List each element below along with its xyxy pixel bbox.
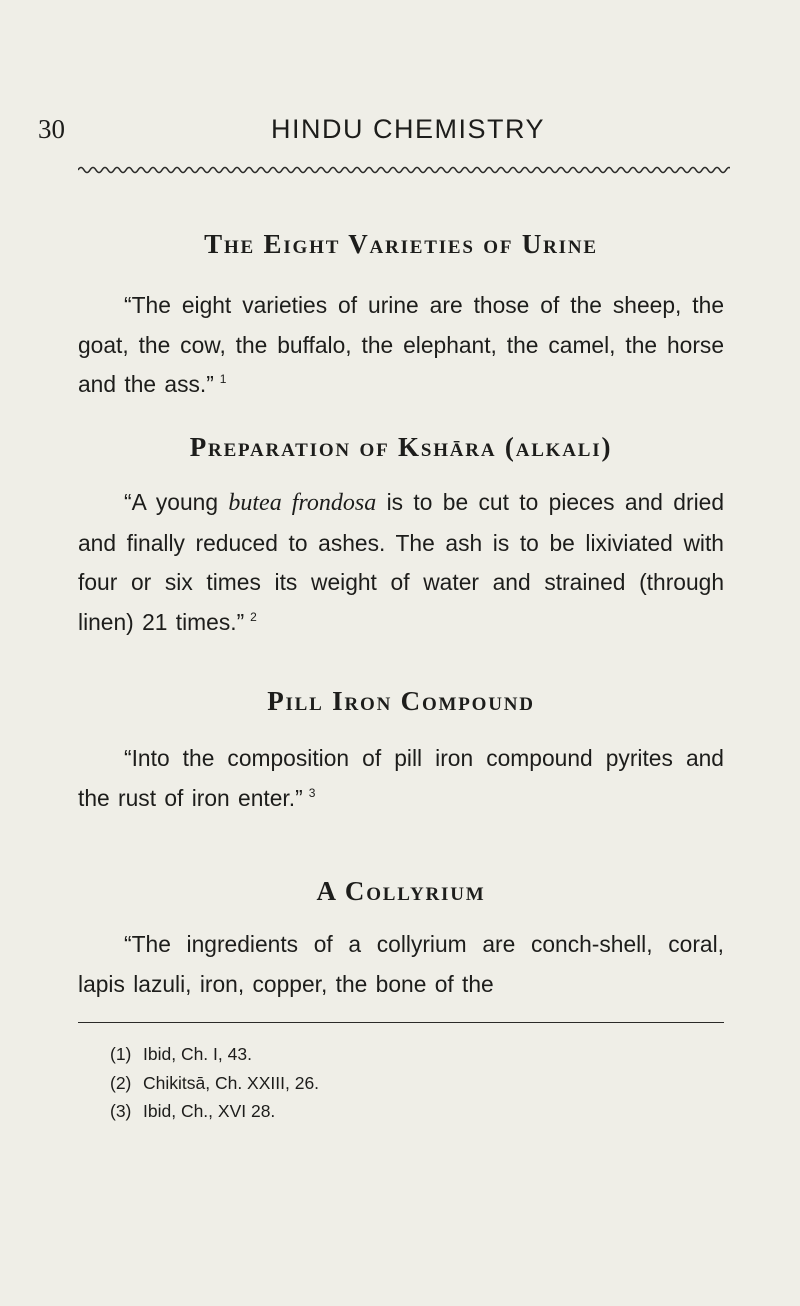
paragraph-text: “The eight varieties of urine are those of the sheep, the goat, the cow, the buffalo, the elephant, the camel, the horse and the ass.”	[78, 292, 724, 397]
paragraph-text: is to be cut to pieces and dried and finally reduced to ashes. The ash is to be lixiviated with four or six times its weight of water and strained (through linen) 21 times.”	[78, 489, 724, 635]
section-collyrium	[78, 876, 724, 1004]
footnote-text: Ibid, Ch., XVI 28.	[143, 1101, 276, 1121]
footnote-number: (2)	[110, 1072, 132, 1093]
footnote-ref: 1	[219, 372, 227, 387]
paragraph-text: “A young	[124, 489, 229, 515]
footnote-text: Chikitsā, Ch. XXIII, 26.	[143, 1072, 320, 1093]
paragraph-text: “Into the composition of pill iron compound pyrites and the rust of iron enter.”	[78, 745, 724, 811]
paragraph	[78, 739, 724, 818]
paragraph	[78, 925, 724, 1004]
footnote	[110, 1097, 319, 1126]
section-heading: The Eight Varieties of Urine	[204, 229, 598, 259]
running-title: HINDU CHEMISTRY	[270, 114, 546, 144]
section-pill-iron	[78, 686, 724, 818]
section-heading: Preparation of Kshāra (alkali)	[189, 432, 613, 462]
page-number: 30	[38, 114, 65, 144]
section-kshara	[78, 432, 724, 642]
footnote-number: (3)	[110, 1101, 132, 1121]
running-head	[38, 114, 778, 154]
paragraph	[78, 483, 724, 642]
footnote-text: Ibid, Ch. I, 43.	[143, 1044, 252, 1064]
paragraph-text: “The ingredients of a collyrium are conch-shell, coral, lapis lazuli, iron, copper, the bone of the	[78, 931, 724, 997]
footnote-rule	[78, 1022, 724, 1023]
wavy-rule	[78, 163, 730, 177]
footnote-ref: 2	[250, 609, 257, 624]
footnote	[110, 1069, 319, 1098]
section-heading: Pill Iron Compound	[267, 686, 535, 716]
footnote	[110, 1040, 319, 1069]
section-heading: A Collyrium	[316, 876, 486, 906]
paragraph	[78, 286, 724, 405]
footnotes	[110, 1040, 319, 1126]
footnote-number: (1)	[110, 1044, 132, 1064]
italic-term: butea frondosa	[228, 490, 377, 516]
section-urine	[78, 229, 724, 405]
footnote-ref: 3	[308, 785, 316, 800]
